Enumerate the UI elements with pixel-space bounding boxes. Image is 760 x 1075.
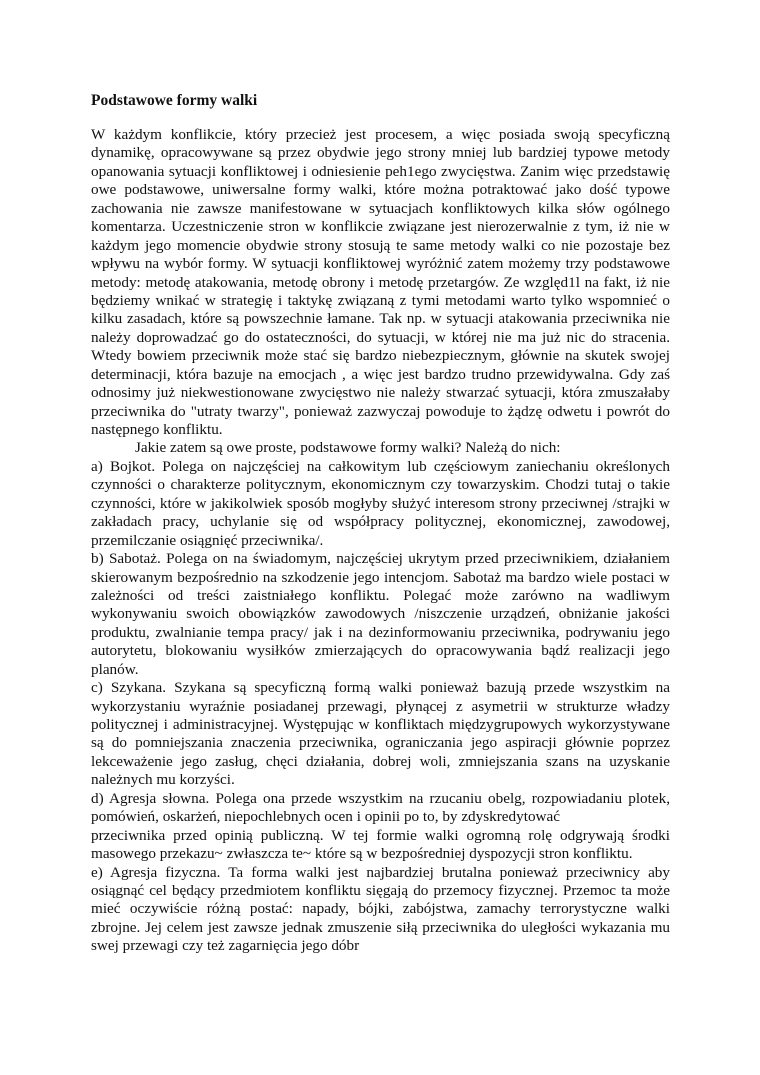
text-line: są do pomniejszania znaczenia przeciwnika, ograniczania jego aspiracji głównie poprzez — [91, 734, 670, 752]
text-line: odnosimy już niekwestionowane zwycięstwo nie należy stwarzać sytuacji, która zmuszałaby — [91, 384, 670, 402]
text-line: skierowanym bezpośrednio na szkodzenie jego intencjom. Sabotaż ma bardzo wiele postaci w — [91, 568, 670, 586]
text-line: przeciwnika przed opinią publiczną. W tej formie walki ogromną rolę odgrywają środki — [91, 826, 670, 844]
text-line: wpływu na wybór formy. W sytuacji konfliktowej wyróżnić zatem możemy trzy podstawowe — [91, 255, 670, 273]
text-line: planów. — [91, 660, 139, 678]
text-line: przeciwnika do "utraty twarzy", ponieważ zazwyczaj powoduje to żądzę odwetu i powrót do — [91, 402, 670, 420]
text-line: opanowania sytuacji konfliktowej i odniesienie peh1ego zwycięstwa. Zanim więc przedstawię — [91, 162, 670, 180]
text-line: lekceważenie jego zasług, chęci działania, dobrej woli, zmniejszania szans na uzyskanie — [91, 752, 670, 770]
text-line: autorytetu, blokowaniu wysiłków zmierzających do opracowywania bądź realizacji jego — [91, 642, 670, 660]
text-line: zależności od treści zaistniałego konfliktu. Polegać może zarówno na wadliwym — [91, 586, 670, 604]
text-line: masowego przekazu~ zwłaszcza te~ które są w bezpośredniej dyspozycji stron konfliktu. — [91, 845, 633, 863]
text-line: dynamikę, opracowywane są przez obydwie jego strony mniej lub bardziej typowe metody — [91, 144, 670, 162]
text-line: czynności o charakterze politycznym, ekonomicznym czy towarzyskim. Chodzi tutaj o takie — [91, 476, 670, 494]
text-line: owe podstawowe, uniwersalne formy walki, które można potraktować jako dość typowe — [91, 181, 670, 199]
text-line: mieć oczywiście różną postać: napady, bójki, zabójstwa, zamachy terrorystyczne walki — [91, 900, 670, 918]
text-line: przemilczanie osiągnięć przeciwnika/. — [91, 531, 324, 549]
text-line: czynności, które w jakikolwiek sposób mogłyby służyć interesom strony przeciwnej /strajki w — [91, 494, 670, 512]
text-line: d) Agresja słowna. Polega ona przede wszystkim na rzucaniu obelg, rozpowiadaniu plotek, — [91, 789, 670, 807]
text-line: każdym jego momencie obydwie strony stosują te same metody walki co nie pozostaje bez — [91, 236, 670, 254]
text-line: produktu, zwalnianie tempa pracy/ jak i na dezinformowaniu przeciwnika, podrywaniu jego — [91, 623, 670, 641]
text-line: pomówień, oskarżeń, niepochlebnych ocen i opinii po to, by zdyskredytować — [91, 808, 561, 826]
text-line: należnych mu korzyści. — [91, 771, 235, 789]
text-line: będziemy wnikać w strategię i taktykę związaną z tymi metodami warto tylko wspomnieć o — [91, 291, 670, 309]
text-line: następnego konfliktu. — [91, 421, 223, 438]
text-line: wykonywaniu swoich obowiązków zawodowych /niszczenie urządzeń, obniżanie jakości — [91, 605, 670, 623]
text-line: zbrojne. Jej celem jest zawsze jednak zmuszenie siłą przeciwnika do uległości wykazania mu — [91, 918, 670, 936]
text-line: zachowania nie zawsze manifestowane w sytuacjach konfliktowych kilka słów ogólnego — [91, 199, 670, 217]
document-title: Podstawowe formy walki — [91, 92, 258, 109]
text-line: Jakie zatem są owe proste, podstawowe formy walki? Należą do nich: — [135, 439, 561, 457]
text-line: osiągnąć cel będący przedmiotem konfliktu sięgają do przemocy fizycznej. Przemoc ta może — [91, 881, 670, 899]
text-line: należy doprowadzać go do ostateczności, do sytuacji, w której nie ma już nic do stracenia. — [91, 328, 670, 346]
text-line: metody: metodę atakowania, metodę obrony i metodę przetargów. Ze względ1l na fakt, iż nie — [91, 273, 670, 291]
text-line: a) Bojkot. Polega on najczęściej na całkowitym lub częściowym zaniechaniu określonych — [91, 457, 670, 475]
text-line: b) Sabotaż. Polega on na świadomym, najczęściej ukrytym przed przeciwnikiem, działaniem — [91, 550, 670, 568]
text-line: komentarza. Uczestniczenie stron w konflikcie związane jest nierozerwalnie z tym, iż nie w — [91, 218, 670, 236]
text-line: zakładach pracy, uchylanie się od współpracy politycznej, ekonomicznej, zawodowej, — [91, 513, 670, 531]
text-line: W każdym konflikcie, który przecież jest procesem, a więc posiada swoją specyficzną — [91, 126, 670, 143]
text-line: e) Agresja fizyczna. Ta forma walki jest najbardziej brutalna ponieważ przeciwnicy aby — [91, 863, 670, 881]
text-line: politycznej i administracyjnej. Występując w konfliktach międzygrupowych wykorzystywane — [91, 716, 670, 733]
text-line: wykorzystaniu wyraźnie posiadanej przewagi, płynącej z asymetrii w strukturze władzy — [91, 697, 670, 715]
text-line: swej przewagi czy też zagarnięcia jego dóbr — [91, 937, 360, 955]
document-body — [91, 126, 670, 956]
text-line: c) Szykana. Szykana są specyficzną formą walki ponieważ bazują przede wszystkim na — [91, 679, 670, 697]
text-line: determinacji, która bazuje na emocjach , a więc jest bardzo trudno przewidywalna. Gdy zaś — [91, 365, 670, 383]
text-line: Wtedy bowiem przeciwnik może stać się bardzo niebezpiecznym, głównie na skutek swojej — [91, 347, 670, 365]
text-line: kilku zasadach, które są powszechnie łamane. Tak np. w sytuacji atakowania przeciwnika nie — [91, 310, 670, 328]
